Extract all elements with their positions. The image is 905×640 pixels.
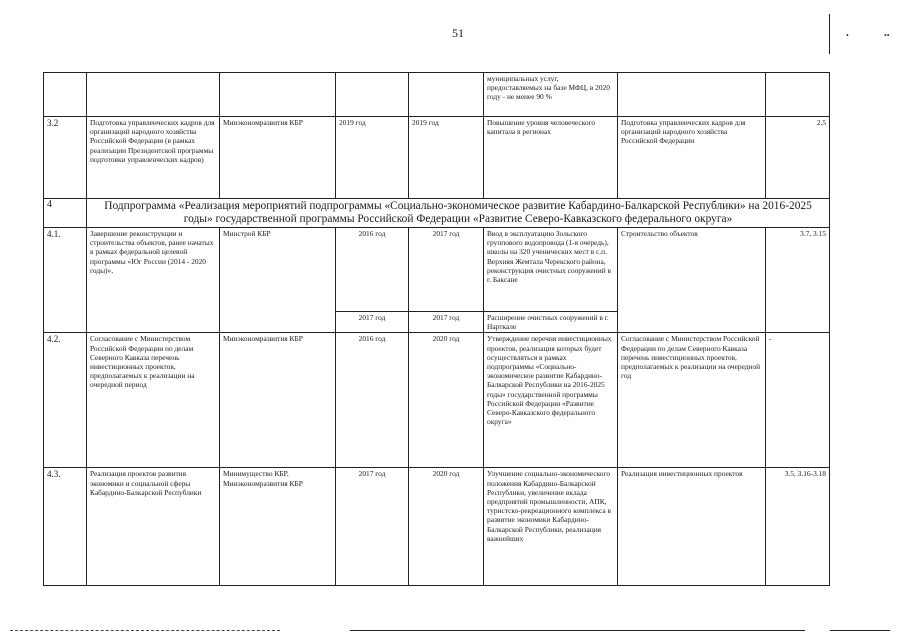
section-number: 4 bbox=[44, 199, 87, 228]
row-number: 4.3. bbox=[44, 468, 87, 586]
table-row bbox=[44, 117, 830, 199]
scan-edge-line bbox=[350, 630, 805, 631]
result-cell: Расширение очистных сооружений в г. Нарткале bbox=[484, 312, 618, 333]
scan-mark: • bbox=[846, 31, 849, 40]
start-year: 2017 год bbox=[336, 312, 409, 333]
end-year: 2020 год bbox=[409, 333, 484, 468]
section-row bbox=[44, 199, 830, 228]
measure-name: Реализация проектов развития экономики и социальной сферы Кабардино-Балкарской Республики bbox=[87, 468, 220, 586]
indicator-ref: - bbox=[766, 333, 830, 468]
measure-name: Подготовка управленческих кадров для организаций народного хозяйства Российской Федерации (в рамках реализации Президентской программы подготовки управленческих кадров) bbox=[87, 117, 220, 199]
table-row bbox=[44, 468, 830, 586]
start-year: 2016 год bbox=[336, 228, 409, 312]
result-cell: Повышение уровня человеческого капитала в регионах bbox=[484, 117, 618, 199]
measure-name: Завершение реконструкции и строительства объектов, ранее начатых в рамках федеральной целевой программы «Юг России (2014 - 2020 годы)», bbox=[87, 228, 220, 333]
table-row bbox=[44, 73, 830, 117]
indicator-link: Согласование с Министерством Российской Федерации по делам Северного Кавказа перечень инвестиционных проектов, предполагаемых к реализации на очередной год bbox=[618, 333, 766, 468]
indicator-ref: 3.5, 3.16-3.18 bbox=[766, 468, 830, 586]
indicator-ref: 2.5 bbox=[766, 117, 830, 199]
result-cell: Утверждение перечня инвестиционных проектов, реализация которых будет осуществляться в рамках подпрограммы «Социально-экономическое развитие Кабардино-Балкарской Республики на 2016-2025 годы» государственной программы Российской Федерации «Развитие Северо-Кавказского федерального округа» bbox=[484, 333, 618, 468]
row-number: 4.2. bbox=[44, 333, 87, 468]
result-cell: муниципальных услуг, предоставляемых на базе МФЦ, в 2020 году - не менее 90 % bbox=[484, 73, 618, 117]
program-measures-table bbox=[43, 72, 830, 586]
measure-name: Согласование с Министерством Российской Федерации по делам Северного Кавказа перечень инвестиционных проектов, предполагаемых к реализации на очередной период bbox=[87, 333, 220, 468]
end-year: 2017 год bbox=[409, 228, 484, 312]
scan-edge-line bbox=[830, 630, 890, 631]
indicator-link: Строительство объектов bbox=[618, 228, 766, 333]
row-number: 3.2 bbox=[44, 117, 87, 199]
scan-mark: •• bbox=[884, 31, 890, 40]
executor: Минэкономразвития КБР bbox=[220, 117, 336, 199]
table-row bbox=[44, 333, 830, 468]
executor: Минстрой КБР bbox=[220, 228, 336, 333]
page-number: 51 bbox=[452, 26, 464, 40]
end-year: 2017 год bbox=[409, 312, 484, 333]
table-row bbox=[44, 228, 830, 312]
indicator-ref: 3.7, 3.15 bbox=[766, 228, 830, 333]
start-year: 2017 год bbox=[336, 468, 409, 586]
indicator-link: Подготовка управленческих кадров для организаций народного хозяйства Российской Федерации bbox=[618, 117, 766, 199]
section-title: Подпрограмма «Реализация мероприятий подпрограммы «Социально-экономическое развитие Кабардино-Балкарской Республики» на 2016-2025 годы» государственной программы Российской Федерации «Развитие Северо-Кавказского федерального округа» bbox=[87, 199, 830, 228]
result-cell: Ввод в эксплуатацию Зольского группового водопровода (1-я очередь), школы на 320 ученических мест в с.п. Верхняя Жемтала Черекского района, реконструкция очистных сооружений в г. Баксане bbox=[484, 228, 618, 312]
start-year: 2016 год bbox=[336, 333, 409, 468]
indicator-link: Реализация инвестиционных проектов bbox=[618, 468, 766, 586]
scan-edge-line bbox=[10, 630, 280, 631]
executor: Минимущество КБР, Минэкономразвития КБР bbox=[220, 468, 336, 586]
result-cell: Улучшение социально-экономического положения Кабардино-Балкарской Республики, увеличение вклада предприятий промышленности, АПК, туристско-рекреационного комплекса в развитие экономики Кабардино-Балкарской Республики, реализация важнейших bbox=[484, 468, 618, 586]
start-year: 2019 год bbox=[336, 117, 409, 199]
row-number: 4.1. bbox=[44, 228, 87, 333]
executor: Минэкономразвития КБР bbox=[220, 333, 336, 468]
scan-margin-line bbox=[829, 14, 830, 54]
end-year: 2019 год bbox=[409, 117, 484, 199]
end-year: 2020 год bbox=[409, 468, 484, 586]
